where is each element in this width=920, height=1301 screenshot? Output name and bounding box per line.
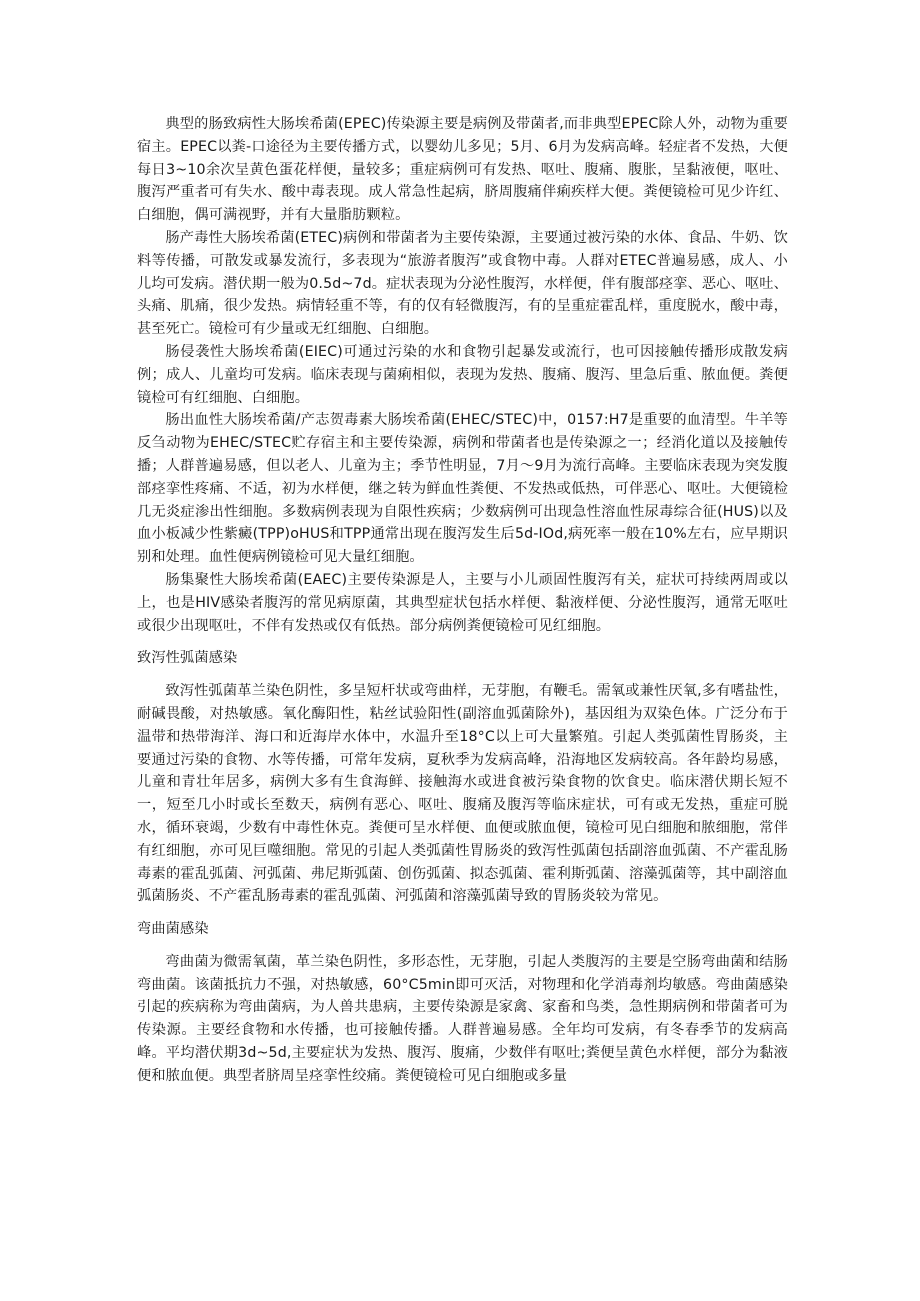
paragraph-eaec: 肠集聚性大肠埃希菌(EAEC)主要传染源是人，主要与小儿顽固性腹泻有关，症状可持续两周或以上，也是HIV感染者腹泻的常见病原菌，其典型症状包括水样便、黏液样便、分泌性腹泻，通常无呕吐或很少出现呕吐，不伴有发热或仅有低热。部分病例粪便镜检可见红细胞。 bbox=[137, 571, 788, 634]
section-heading-vibrio: 致泻性弧菌感染 bbox=[137, 650, 238, 667]
paragraph-eiec: 肠侵袭性大肠埃希菌(EIEC)可通过污染的水和食物引起暴发或流行，也可因接触传播形成散发病例；成人、儿童均可发病。临床表现与菌痢相似，表现为发热、腹痛、腹泻、里急后重、脓血便。粪便镜检可有红细胞、白细胞。 bbox=[137, 343, 788, 406]
paragraph-vibrio: 致泻性弧菌革兰染色阴性，多呈短杆状或弯曲样，无芽胞，有鞭毛。需氧或兼性厌氧,多有嗜盐性，耐碱畏酸，对热敏感。氧化酶阳性，粘丝试验阳性(副溶血弧菌除外)，基因组为双染色体。广泛分布于温带和热带海洋、海口和近海岸水体中，水温升至18°C以上可大量繁殖。引起人类弧菌性胃肠炎，主要通过污染的食物、水等传播，可常年发病，夏秋季为发病高峰，沿海地区发病较高。各年龄均易感，儿童和青壮年居多，病例大多有生食海鲜、接触海水或进食被污染食物的饮食史。临床潜伏期长短不一，短至几小时或长至数天，病例有恶心、呕吐、腹痛及腹泻等临床症状，可有或无发热，重症可脱水，循环衰竭，少数有中毒性休克。粪便可呈水样便、血便或脓血便，镜检可见白细胞和脓细胞，常伴有红细胞，亦可见巨噬细胞。常见的引起人类弧菌性胃肠炎的致泻性弧菌包括副溶血弧菌、不产霍乱肠毒素的霍乱弧菌、河弧菌、弗尼斯弧菌、创伤弧菌、拟态弧菌、霍利斯弧菌、溶藻弧菌等，其中副溶血弧菌肠炎、不产霍乱肠毒素的霍乱弧菌、河弧菌和溶藻弧菌导致的胃肠炎较为常见。 bbox=[137, 683, 788, 905]
paragraph-etec: 肠产毒性大肠埃希菌(ETEC)病例和带菌者为主要传染源，主要通过被污染的水体、食品、牛奶、饮料等传播，可散发或暴发流行，多表现为“旅游者腹泻”或食物中毒。人群对ETEC普遍易感，成人、小儿均可发病。潜伏期一般为0.5d~7d。症状表现为分泌性腹泻，水样便，伴有腹部痉挛、恶心、呕吐、头痛、肌痛，很少发热。病情轻重不等，有的仅有轻微腹泻，有的呈重症霍乱样，重度脱水，酸中毒，甚至死亡。镜检可有少量或无红细胞、白细胞。 bbox=[137, 229, 788, 338]
paragraph-campylobacter: 弯曲菌为微需氧菌，革兰染色阴性，多形态性，无芽胞，引起人类腹泻的主要是空肠弯曲菌和结肠弯曲菌。该菌抵抗力不强，对热敏感，60°C5min即可灭活，对物理和化学消毒剂均敏感。弯曲菌感染引起的疾病称为弯曲菌病，为人兽共患病，主要传染源是家禽、家畜和鸟类，急性期病例和带菌者可为传染源。主要经食物和水传播，也可接触传播。人群普遍易感。全年均可发病，有冬春季节的发病高峰。平均潜伏期3d~5d,主要症状为发热、腹泻、腹痛，少数伴有呕吐;粪便呈黄色水样便，部分为黏液便和脓血便。典型者脐周呈痉挛性绞痛。粪便镜检可见白细胞或多量 bbox=[137, 953, 788, 1084]
paragraph-ehec: 肠出血性大肠埃希菌/产志贺毒素大肠埃希菌(EHEC/STEC)中，0157:H7是重要的血清型。牛羊等反刍动物为EHEC/STEC贮存宿主和主要传染源，病例和带菌者也是传染源之一；经消化道以及接触传播；人群普遍易感，但以老人、儿童为主；季节性明显，7月～9月为流行高峰。主要临床表现为突发腹部痉挛性疼痛、不适，初为水样便，继之转为鲜血性粪便、不发热或低热，可伴恶心、呕吐。大便镜检几无炎症渗出性细胞。多数病例表现为自限性疾病；少数病例可出现急性溶血性尿毒综合征(HUS)以及血小板减少性紫癜(TPP)oHUS和TPP通常出现在腹泻发生后5d-IOd,病死率一般在10%左右，应早期识别和处理。血性便病例镜检可见大量红细胞。 bbox=[137, 412, 788, 566]
paragraph-epec: 典型的肠致病性大肠埃希菌(EPEC)传染源主要是病例及带菌者,而非典型EPEC除人外，动物为重要宿主。EPEC以粪-口途径为主要传播方式，以婴幼儿多见；5月、6月为发病高峰。轻症者不发热，大便每日3~10余次呈黄色蛋花样便，量较多；重症病例可有发热、呕吐、腹痛、腹胀，呈黏液便，呕吐、腹泻严重者可有失水、酸中毒表现。成人常急性起病，脐周腹痛伴痢疾样大便。粪便镜检可见少许红、白细胞，偶可满视野，并有大量脂肪颗粒。 bbox=[137, 116, 788, 224]
section-heading-campylobacter: 弯曲菌感染 bbox=[137, 921, 209, 938]
document-page bbox=[137, 113, 788, 1088]
